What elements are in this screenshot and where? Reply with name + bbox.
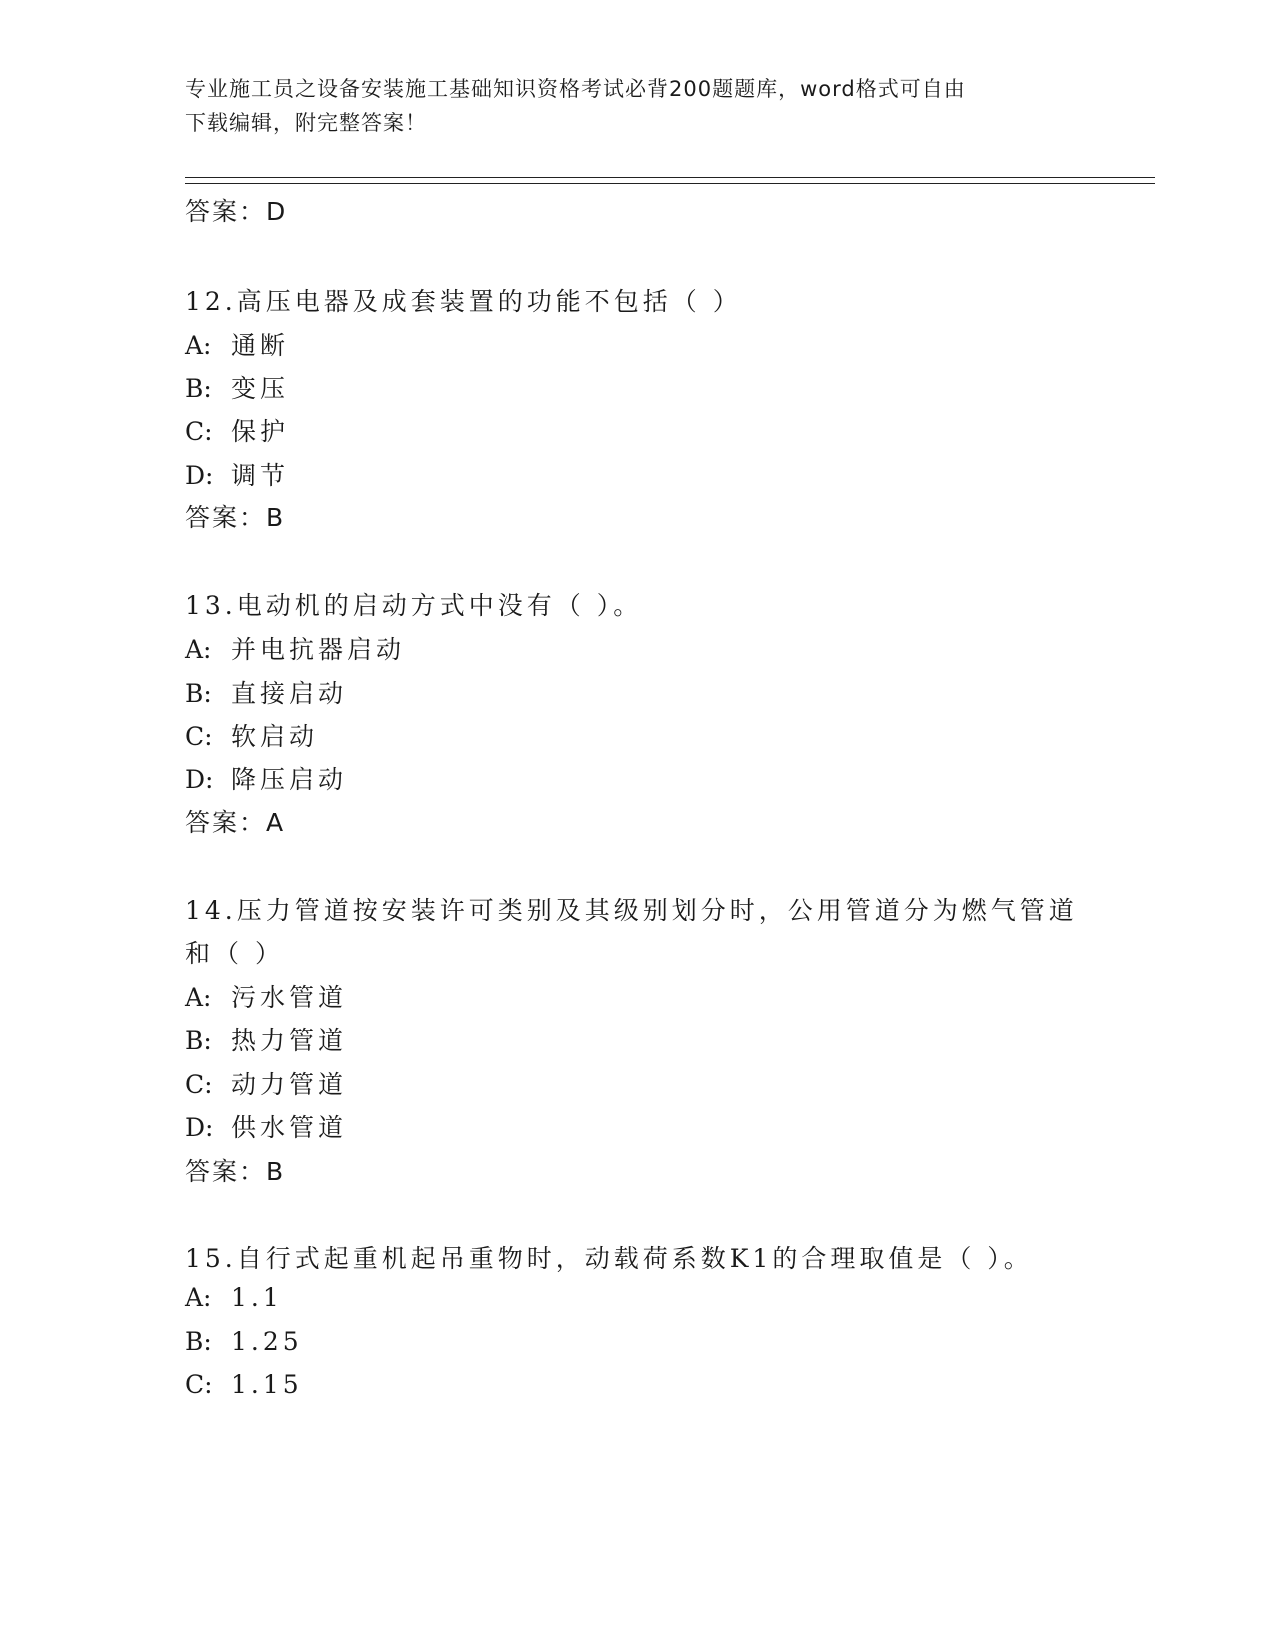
option-text: 1.25 [231, 1327, 303, 1356]
question-12-option-b [185, 369, 289, 405]
previous-answer: 答案：D [185, 197, 288, 226]
option-text: 变压 [231, 374, 290, 403]
option-text: 1.15 [231, 1370, 303, 1399]
option-letter: D: [185, 1113, 214, 1142]
option-text: 污水管道 [231, 983, 348, 1012]
option-letter: C: [185, 722, 213, 751]
option-text: 直接启动 [231, 679, 348, 708]
option-text: 供水管道 [231, 1113, 348, 1142]
option-letter: A: [185, 635, 212, 664]
question-12-option-c [185, 412, 289, 448]
question-13-option-b [185, 674, 347, 710]
question-13-option-a [185, 630, 405, 666]
question-12-option-d [185, 456, 289, 492]
question-14-option-c [185, 1065, 347, 1101]
question-15-option-a [185, 1283, 283, 1312]
option-text: 动力管道 [231, 1070, 348, 1099]
option-letter: B: [185, 679, 212, 708]
question-14-answer: 答案：B [185, 1157, 286, 1186]
header-line-2: 下载编辑，附完整答案！ [185, 111, 427, 135]
question-13-answer: 答案：A [185, 808, 286, 837]
question-14-option-d [185, 1108, 347, 1144]
question-13-option-d [185, 760, 347, 796]
option-text: 1.1 [231, 1283, 283, 1312]
option-letter: C: [185, 417, 213, 446]
question-14-stem: 14.压力管道按安装许可类别及其级别划分时，公用管道分为燃气管道 [185, 896, 1078, 925]
option-letter: C: [185, 1070, 213, 1099]
option-letter: A: [185, 983, 212, 1012]
question-14-option-a [185, 978, 347, 1014]
question-12-answer: 答案：B [185, 503, 286, 532]
option-text: 通断 [231, 331, 290, 360]
option-text: 热力管道 [231, 1026, 348, 1055]
question-12-stem: 12.高压电器及成套装置的功能不包括（ ） [185, 287, 742, 316]
option-text: 调节 [231, 461, 290, 490]
header-line-1: 专业施工员之设备安装施工基础知识资格考试必背200题题库，word格式可自由 [185, 77, 966, 101]
question-13-option-c [185, 717, 318, 753]
option-letter: D: [185, 765, 214, 794]
question-15-option-b [185, 1327, 303, 1356]
question-12-option-a [185, 326, 289, 362]
header-divider-top [185, 177, 1155, 178]
option-letter: A: [185, 1283, 212, 1312]
question-13-stem: 13.电动机的启动方式中没有（ ）。 [185, 591, 643, 620]
option-letter: B: [185, 1327, 212, 1356]
option-letter: B: [185, 374, 212, 403]
option-letter: D: [185, 461, 214, 490]
option-text: 软启动 [231, 722, 319, 751]
header-divider-bottom [185, 183, 1155, 184]
option-text: 降压启动 [231, 765, 348, 794]
question-15-option-c [185, 1370, 303, 1399]
question-14-option-b [185, 1021, 347, 1057]
option-text: 保护 [231, 417, 290, 446]
document-header [185, 72, 1085, 140]
question-15-stem: 15.自行式起重机起吊重物时，动载荷系数K1的合理取值是（ ）。 [185, 1244, 1033, 1273]
option-letter: B: [185, 1026, 212, 1055]
option-letter: C: [185, 1370, 213, 1399]
option-text: 并电抗器启动 [231, 635, 406, 664]
option-letter: A: [185, 331, 212, 360]
question-14-stem-continued: 和（ ） [185, 939, 284, 968]
